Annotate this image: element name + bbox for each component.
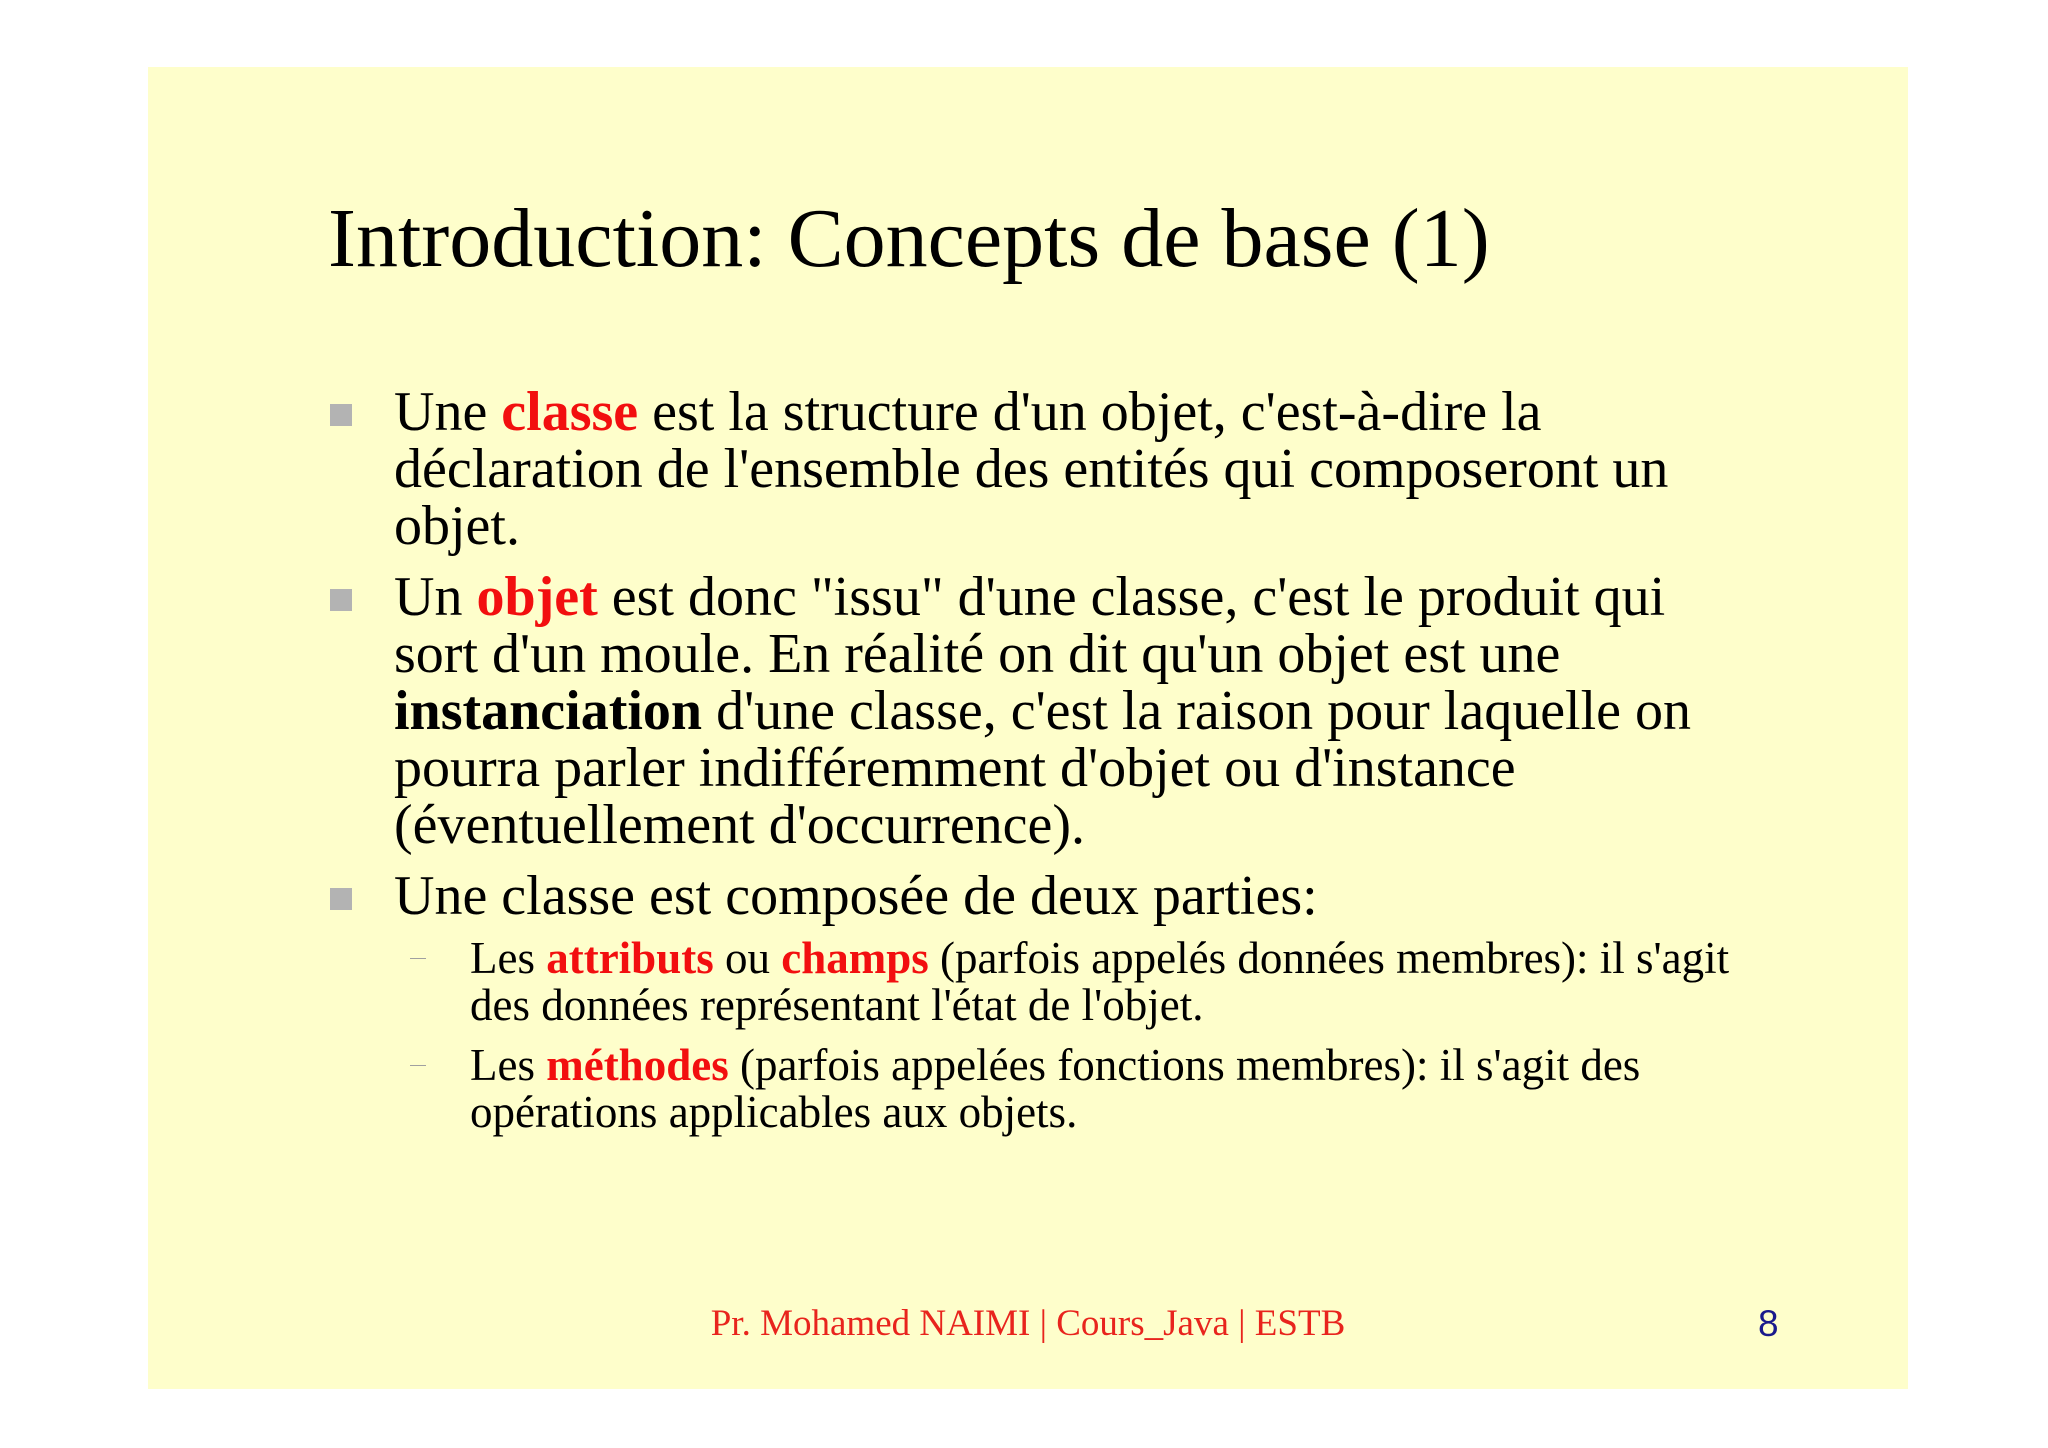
sub-bullet-list <box>394 935 1758 1136</box>
term-instanciation: instanciation <box>394 680 703 742</box>
term-attributs: attributs <box>546 933 714 983</box>
slide-title: Introduction: Concepts de base (1) <box>328 192 1490 285</box>
dash-bullet-icon <box>410 1065 426 1066</box>
sub-bullet-text: Les <box>470 1040 547 1090</box>
square-bullet-icon <box>330 888 352 910</box>
bullet-list <box>328 381 1758 1150</box>
dash-bullet-icon <box>410 958 426 959</box>
bullet-text: Une classe est composée de deux parties: <box>394 865 1318 927</box>
slide <box>148 67 1908 1389</box>
bullet-text: est donc "issu" d'une classe, c'est le produit qui sort d'un moule. En réalité on dit qu'un objet est une <box>394 566 1666 685</box>
sub-bullet-attributs <box>394 935 1758 1029</box>
page-number: 8 <box>1758 1303 1779 1344</box>
sub-bullet-methodes <box>394 1042 1758 1136</box>
bullet-text: Une <box>394 381 502 443</box>
slide-footer: Pr. Mohamed NAIMI | Cours_Java | ESTB <box>710 1303 1346 1344</box>
term-classe: classe <box>501 381 639 443</box>
sub-bullet-text: Les <box>470 933 547 983</box>
bullet-text: est la structure d'un objet, c'est-à-dire la déclaration de l'ensemble des entités qui composeront un objet. <box>394 381 1669 557</box>
bullet-item-objet <box>328 566 1758 856</box>
bullet-text: d'une classe, c'est la raison pour laquelle on pourra parler indifféremment d'objet ou d'instance (éventuellement d'occurrence). <box>394 680 1692 856</box>
term-champs: champs <box>781 933 929 983</box>
bullet-text: Un <box>394 566 477 628</box>
sub-bullet-text: (parfois appelées fonctions membres): il s'agit des opérations applicables aux objets. <box>470 1040 1641 1137</box>
sub-bullet-text: ou <box>713 933 782 983</box>
bullet-item-classe <box>328 381 1758 557</box>
term-methodes: méthodes <box>546 1040 729 1090</box>
square-bullet-icon <box>330 404 352 426</box>
sub-bullet-text: (parfois appelés données membres): il s'agit des données représentant l'état de l'objet. <box>470 933 1730 1030</box>
bullet-item-composition <box>328 865 1758 1137</box>
term-objet: objet <box>476 566 598 628</box>
square-bullet-icon <box>330 589 352 611</box>
